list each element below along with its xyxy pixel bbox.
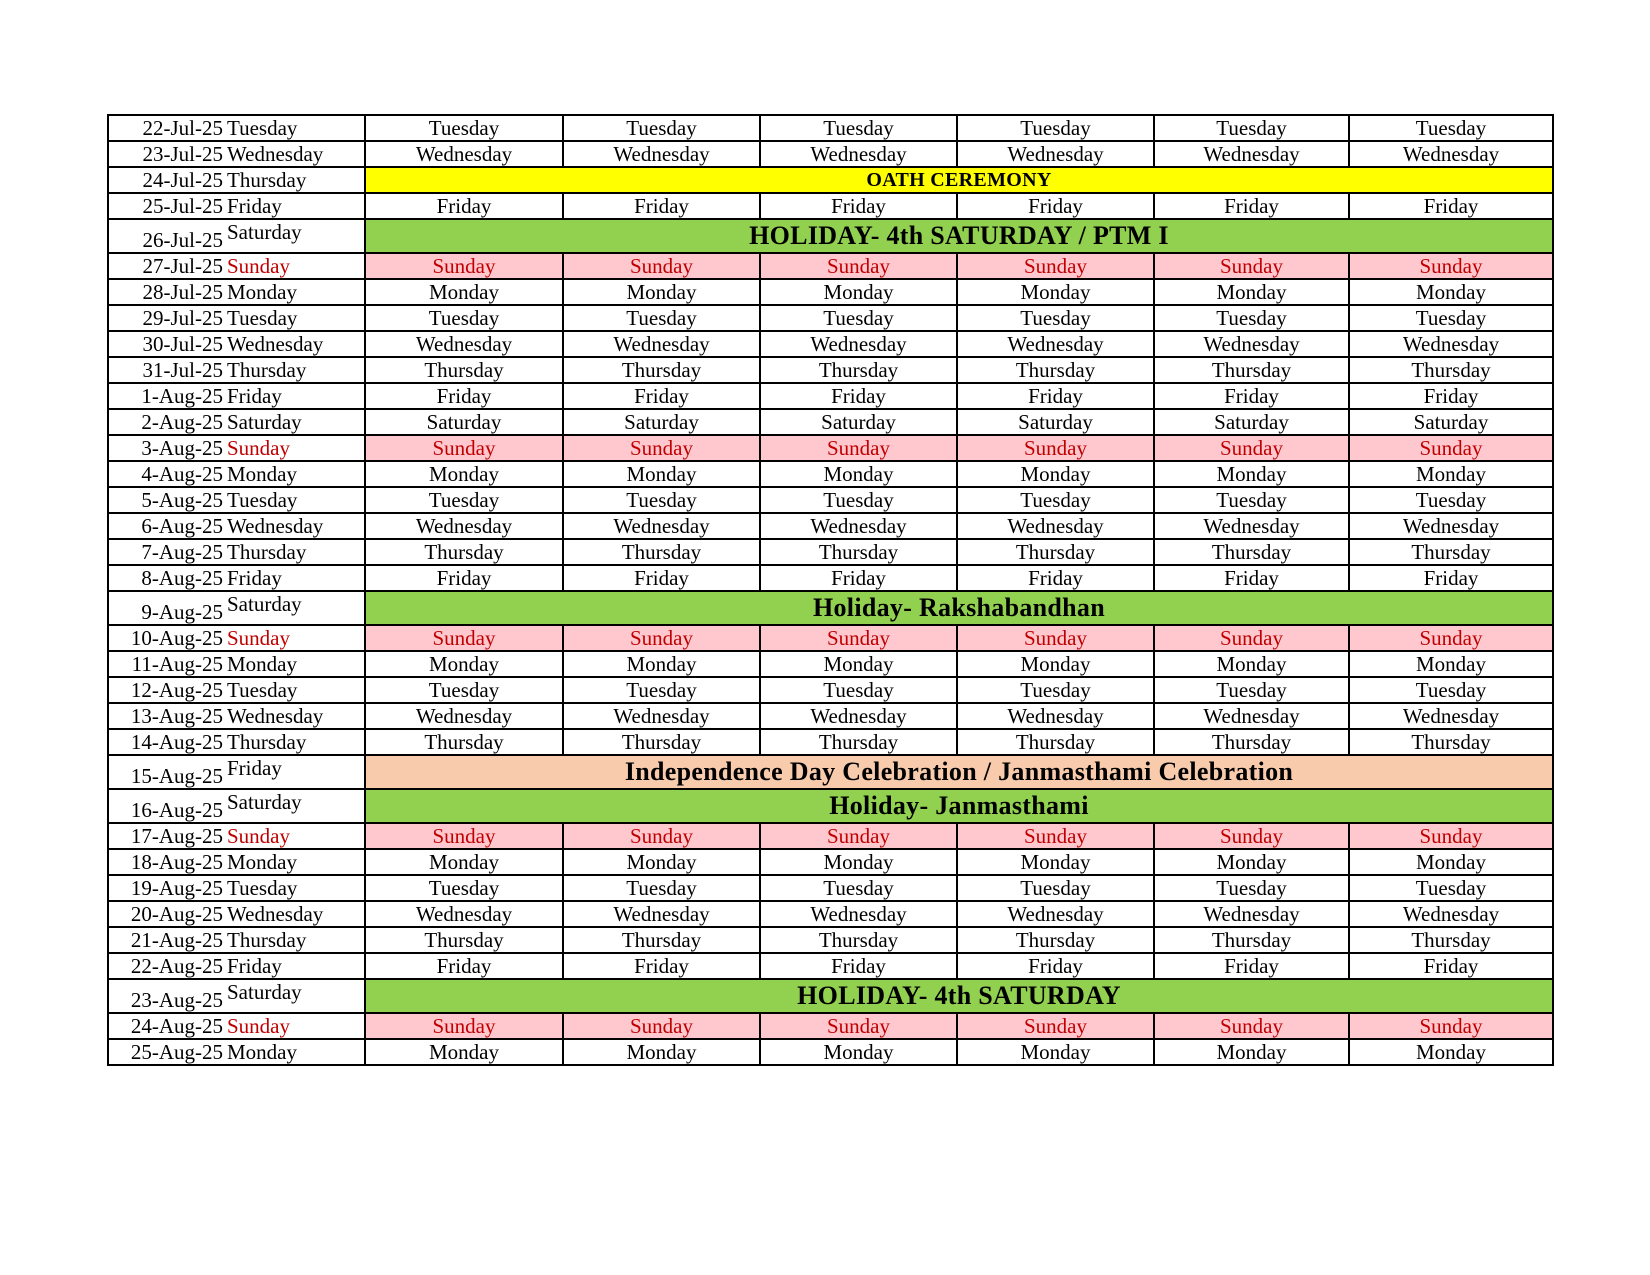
- table-row: [108, 487, 1553, 513]
- schedule-cell: Sunday: [1154, 253, 1349, 279]
- schedule-cell: Sunday: [760, 625, 957, 651]
- schedule-cell: Monday: [1349, 279, 1553, 305]
- schedule-cell: Wednesday: [957, 901, 1154, 927]
- schedule-cell: Wednesday: [365, 901, 563, 927]
- schedule-cell: Thursday: [563, 539, 760, 565]
- schedule-cell: Wednesday: [563, 703, 760, 729]
- schedule-cell: Wednesday: [1349, 703, 1553, 729]
- schedule-cell: Friday: [957, 383, 1154, 409]
- table-row: [108, 565, 1553, 591]
- weekday-cell: Friday: [225, 193, 365, 219]
- event-row: [108, 219, 1553, 253]
- schedule-cell: Sunday: [957, 253, 1154, 279]
- schedule-cell: Wednesday: [1154, 703, 1349, 729]
- schedule-cell: Wednesday: [1154, 141, 1349, 167]
- schedule-cell: Tuesday: [1349, 487, 1553, 513]
- schedule-cell: Tuesday: [563, 677, 760, 703]
- schedule-cell: Monday: [957, 461, 1154, 487]
- date-cell: 29-Jul-25: [108, 305, 225, 331]
- event-row: [108, 591, 1553, 625]
- table-row: [108, 513, 1553, 539]
- event-banner: Independence Day Celebration / Janmasthami Celebration: [365, 755, 1553, 789]
- event-row: [108, 167, 1553, 193]
- schedule-cell: Friday: [1349, 383, 1553, 409]
- date-cell: 25-Aug-25: [108, 1039, 225, 1065]
- schedule-cell: Monday: [563, 279, 760, 305]
- schedule-cell: Tuesday: [760, 115, 957, 141]
- schedule-cell: Saturday: [1154, 409, 1349, 435]
- schedule-cell: Monday: [1154, 1039, 1349, 1065]
- weekday-cell: Tuesday: [225, 677, 365, 703]
- schedule-cell: Wednesday: [760, 331, 957, 357]
- schedule-cell: Wednesday: [563, 331, 760, 357]
- weekday-cell: Friday: [225, 953, 365, 979]
- schedule-cell: Monday: [365, 849, 563, 875]
- schedule-cell: Tuesday: [957, 875, 1154, 901]
- schedule-cell: Wednesday: [1349, 331, 1553, 357]
- weekday-cell: Wednesday: [225, 331, 365, 357]
- weekday-cell: Thursday: [225, 729, 365, 755]
- schedule-cell: Tuesday: [1154, 875, 1349, 901]
- schedule-cell: Sunday: [1349, 253, 1553, 279]
- schedule-cell: Tuesday: [1154, 305, 1349, 331]
- table-row: [108, 331, 1553, 357]
- date-cell: 1-Aug-25: [108, 383, 225, 409]
- schedule-cell: Sunday: [760, 253, 957, 279]
- date-cell: 15-Aug-25: [108, 755, 225, 789]
- date-cell: 31-Jul-25: [108, 357, 225, 383]
- schedule-cell: Sunday: [365, 625, 563, 651]
- calendar-body: [108, 115, 1553, 1065]
- table-row: [108, 625, 1553, 651]
- schedule-cell: Tuesday: [760, 487, 957, 513]
- weekday-cell: Wednesday: [225, 141, 365, 167]
- weekday-cell: Thursday: [225, 167, 365, 193]
- date-cell: 17-Aug-25: [108, 823, 225, 849]
- schedule-cell: Friday: [760, 953, 957, 979]
- schedule-cell: Sunday: [1349, 1013, 1553, 1039]
- table-row: [108, 435, 1553, 461]
- schedule-cell: Wednesday: [957, 331, 1154, 357]
- schedule-cell: Saturday: [1349, 409, 1553, 435]
- weekday-cell: Monday: [225, 849, 365, 875]
- schedule-cell: Wednesday: [957, 141, 1154, 167]
- table-row: [108, 253, 1553, 279]
- event-banner: HOLIDAY- 4th SATURDAY: [365, 979, 1553, 1013]
- weekday-cell: Monday: [225, 1039, 365, 1065]
- schedule-cell: Tuesday: [365, 487, 563, 513]
- schedule-cell: Wednesday: [365, 703, 563, 729]
- weekday-cell: Friday: [225, 755, 365, 789]
- schedule-cell: Wednesday: [957, 703, 1154, 729]
- schedule-cell: Sunday: [1154, 625, 1349, 651]
- date-cell: 2-Aug-25: [108, 409, 225, 435]
- event-row: [108, 789, 1553, 823]
- weekday-cell: Sunday: [225, 253, 365, 279]
- schedule-cell: Monday: [1154, 849, 1349, 875]
- schedule-cell: Monday: [1349, 651, 1553, 677]
- table-row: [108, 729, 1553, 755]
- schedule-cell: Thursday: [563, 729, 760, 755]
- schedule-cell: Monday: [1349, 461, 1553, 487]
- table-row: [108, 875, 1553, 901]
- date-cell: 23-Aug-25: [108, 979, 225, 1013]
- weekday-cell: Friday: [225, 565, 365, 591]
- schedule-cell: Sunday: [760, 435, 957, 461]
- date-cell: 20-Aug-25: [108, 901, 225, 927]
- schedule-cell: Thursday: [365, 927, 563, 953]
- schedule-cell: Friday: [957, 193, 1154, 219]
- schedule-cell: Friday: [365, 383, 563, 409]
- date-cell: 23-Jul-25: [108, 141, 225, 167]
- schedule-cell: Friday: [957, 953, 1154, 979]
- schedule-cell: Tuesday: [365, 677, 563, 703]
- schedule-cell: Thursday: [563, 927, 760, 953]
- schedule-cell: Thursday: [365, 357, 563, 383]
- schedule-cell: Monday: [760, 1039, 957, 1065]
- date-cell: 14-Aug-25: [108, 729, 225, 755]
- schedule-cell: Tuesday: [1154, 677, 1349, 703]
- schedule-cell: Monday: [1349, 1039, 1553, 1065]
- schedule-cell: Friday: [1154, 193, 1349, 219]
- weekday-cell: Saturday: [225, 979, 365, 1013]
- schedule-cell: Friday: [1154, 383, 1349, 409]
- schedule-cell: Monday: [365, 279, 563, 305]
- schedule-cell: Sunday: [957, 823, 1154, 849]
- date-cell: 4-Aug-25: [108, 461, 225, 487]
- schedule-cell: Monday: [365, 651, 563, 677]
- date-cell: 8-Aug-25: [108, 565, 225, 591]
- schedule-cell: Friday: [365, 565, 563, 591]
- schedule-cell: Thursday: [760, 927, 957, 953]
- table-row: [108, 279, 1553, 305]
- table-row: [108, 305, 1553, 331]
- schedule-cell: Sunday: [563, 253, 760, 279]
- schedule-cell: Thursday: [760, 539, 957, 565]
- schedule-cell: Wednesday: [563, 141, 760, 167]
- schedule-cell: Thursday: [1349, 729, 1553, 755]
- table-row: [108, 1013, 1553, 1039]
- weekday-cell: Saturday: [225, 789, 365, 823]
- weekday-cell: Wednesday: [225, 901, 365, 927]
- schedule-cell: Sunday: [1154, 435, 1349, 461]
- date-cell: 28-Jul-25: [108, 279, 225, 305]
- schedule-cell: Monday: [365, 1039, 563, 1065]
- schedule-cell: Wednesday: [957, 513, 1154, 539]
- schedule-cell: Thursday: [957, 927, 1154, 953]
- schedule-cell: Sunday: [760, 823, 957, 849]
- schedule-cell: Tuesday: [1154, 487, 1349, 513]
- schedule-cell: Wednesday: [760, 513, 957, 539]
- schedule-cell: Monday: [760, 279, 957, 305]
- table-row: [108, 953, 1553, 979]
- weekday-cell: Monday: [225, 651, 365, 677]
- weekday-cell: Monday: [225, 279, 365, 305]
- schedule-cell: Thursday: [365, 539, 563, 565]
- weekday-cell: Saturday: [225, 409, 365, 435]
- schedule-cell: Sunday: [563, 1013, 760, 1039]
- schedule-cell: Saturday: [760, 409, 957, 435]
- table-row: [108, 927, 1553, 953]
- table-row: [108, 823, 1553, 849]
- table-row: [108, 677, 1553, 703]
- schedule-cell: Wednesday: [1154, 901, 1349, 927]
- weekday-cell: Tuesday: [225, 487, 365, 513]
- schedule-cell: Wednesday: [1154, 331, 1349, 357]
- event-row: [108, 755, 1553, 789]
- date-cell: 6-Aug-25: [108, 513, 225, 539]
- schedule-cell: Friday: [760, 565, 957, 591]
- weekday-cell: Thursday: [225, 539, 365, 565]
- schedule-cell: Monday: [957, 849, 1154, 875]
- schedule-cell: Monday: [760, 461, 957, 487]
- event-banner: HOLIDAY- 4th SATURDAY / PTM I: [365, 219, 1553, 253]
- date-cell: 24-Jul-25: [108, 167, 225, 193]
- schedule-cell: Sunday: [365, 1013, 563, 1039]
- weekday-cell: Sunday: [225, 823, 365, 849]
- schedule-cell: Thursday: [563, 357, 760, 383]
- table-row: [108, 901, 1553, 927]
- schedule-cell: Friday: [365, 193, 563, 219]
- weekday-cell: Tuesday: [225, 115, 365, 141]
- schedule-cell: Sunday: [957, 435, 1154, 461]
- schedule-cell: Sunday: [1349, 435, 1553, 461]
- schedule-cell: Sunday: [1349, 823, 1553, 849]
- date-cell: 7-Aug-25: [108, 539, 225, 565]
- weekday-cell: Sunday: [225, 435, 365, 461]
- date-cell: 12-Aug-25: [108, 677, 225, 703]
- schedule-cell: Tuesday: [1349, 875, 1553, 901]
- schedule-cell: Tuesday: [957, 677, 1154, 703]
- schedule-cell: Sunday: [563, 435, 760, 461]
- schedule-cell: Friday: [1349, 193, 1553, 219]
- schedule-cell: Wednesday: [1349, 901, 1553, 927]
- schedule-cell: Tuesday: [563, 875, 760, 901]
- calendar-table: [107, 114, 1554, 1066]
- date-cell: 9-Aug-25: [108, 591, 225, 625]
- schedule-cell: Thursday: [1349, 357, 1553, 383]
- schedule-cell: Tuesday: [563, 115, 760, 141]
- schedule-cell: Monday: [1349, 849, 1553, 875]
- schedule-cell: Thursday: [760, 729, 957, 755]
- schedule-cell: Sunday: [760, 1013, 957, 1039]
- schedule-cell: Monday: [957, 651, 1154, 677]
- weekday-cell: Saturday: [225, 591, 365, 625]
- date-cell: 24-Aug-25: [108, 1013, 225, 1039]
- schedule-cell: Sunday: [563, 823, 760, 849]
- schedule-cell: Monday: [563, 651, 760, 677]
- schedule-cell: Thursday: [957, 357, 1154, 383]
- schedule-cell: Thursday: [957, 539, 1154, 565]
- table-row: [108, 141, 1553, 167]
- date-cell: 22-Jul-25: [108, 115, 225, 141]
- schedule-cell: Saturday: [365, 409, 563, 435]
- schedule-cell: Sunday: [365, 435, 563, 461]
- schedule-cell: Monday: [563, 1039, 760, 1065]
- schedule-cell: Friday: [563, 193, 760, 219]
- date-cell: 19-Aug-25: [108, 875, 225, 901]
- schedule-cell: Tuesday: [365, 115, 563, 141]
- schedule-cell: Friday: [1154, 565, 1349, 591]
- date-cell: 26-Jul-25: [108, 219, 225, 253]
- schedule-cell: Monday: [957, 1039, 1154, 1065]
- schedule-cell: Friday: [957, 565, 1154, 591]
- schedule-cell: Thursday: [1154, 357, 1349, 383]
- event-banner: Holiday- Rakshabandhan: [365, 591, 1553, 625]
- schedule-cell: Wednesday: [563, 513, 760, 539]
- schedule-cell: Wednesday: [760, 703, 957, 729]
- schedule-cell: Sunday: [563, 625, 760, 651]
- date-cell: 5-Aug-25: [108, 487, 225, 513]
- table-row: [108, 193, 1553, 219]
- schedule-cell: Friday: [1349, 953, 1553, 979]
- schedule-cell: Tuesday: [957, 487, 1154, 513]
- schedule-cell: Monday: [563, 461, 760, 487]
- table-row: [108, 1039, 1553, 1065]
- schedule-cell: Tuesday: [957, 115, 1154, 141]
- schedule-cell: Wednesday: [1349, 513, 1553, 539]
- date-cell: 3-Aug-25: [108, 435, 225, 461]
- table-row: [108, 849, 1553, 875]
- schedule-cell: Sunday: [957, 1013, 1154, 1039]
- date-cell: 25-Jul-25: [108, 193, 225, 219]
- schedule-cell: Monday: [760, 651, 957, 677]
- schedule-cell: Sunday: [1154, 1013, 1349, 1039]
- schedule-cell: Tuesday: [1349, 305, 1553, 331]
- schedule-cell: Tuesday: [760, 677, 957, 703]
- schedule-cell: Friday: [365, 953, 563, 979]
- schedule-cell: Sunday: [1349, 625, 1553, 651]
- schedule-cell: Friday: [760, 383, 957, 409]
- schedule-cell: Wednesday: [760, 901, 957, 927]
- event-banner: Holiday- Janmasthami: [365, 789, 1553, 823]
- schedule-cell: Tuesday: [365, 875, 563, 901]
- schedule-cell: Friday: [563, 565, 760, 591]
- schedule-cell: Tuesday: [563, 305, 760, 331]
- schedule-cell: Wednesday: [365, 513, 563, 539]
- weekday-cell: Tuesday: [225, 305, 365, 331]
- table-row: [108, 115, 1553, 141]
- event-row: [108, 979, 1553, 1013]
- weekday-cell: Saturday: [225, 219, 365, 253]
- schedule-cell: Monday: [365, 461, 563, 487]
- weekday-cell: Sunday: [225, 1013, 365, 1039]
- schedule-cell: Tuesday: [760, 875, 957, 901]
- schedule-cell: Monday: [563, 849, 760, 875]
- table-row: [108, 409, 1553, 435]
- schedule-cell: Wednesday: [1154, 513, 1349, 539]
- schedule-cell: Friday: [563, 953, 760, 979]
- schedule-cell: Thursday: [1349, 539, 1553, 565]
- weekday-cell: Sunday: [225, 625, 365, 651]
- weekday-cell: Monday: [225, 461, 365, 487]
- schedule-cell: Friday: [760, 193, 957, 219]
- schedule-cell: Tuesday: [1154, 115, 1349, 141]
- schedule-cell: Tuesday: [760, 305, 957, 331]
- schedule-cell: Saturday: [957, 409, 1154, 435]
- schedule-cell: Sunday: [365, 253, 563, 279]
- table-row: [108, 383, 1553, 409]
- date-cell: 16-Aug-25: [108, 789, 225, 823]
- schedule-cell: Thursday: [957, 729, 1154, 755]
- schedule-cell: Tuesday: [957, 305, 1154, 331]
- schedule-cell: Sunday: [1154, 823, 1349, 849]
- schedule-cell: Wednesday: [365, 331, 563, 357]
- date-cell: 10-Aug-25: [108, 625, 225, 651]
- date-cell: 27-Jul-25: [108, 253, 225, 279]
- schedule-cell: Monday: [957, 279, 1154, 305]
- schedule-cell: Thursday: [1154, 927, 1349, 953]
- date-cell: 22-Aug-25: [108, 953, 225, 979]
- schedule-cell: Thursday: [1154, 539, 1349, 565]
- schedule-cell: Thursday: [1349, 927, 1553, 953]
- table-row: [108, 461, 1553, 487]
- schedule-cell: Friday: [1154, 953, 1349, 979]
- weekday-cell: Wednesday: [225, 513, 365, 539]
- schedule-cell: Wednesday: [563, 901, 760, 927]
- weekday-cell: Wednesday: [225, 703, 365, 729]
- date-cell: 11-Aug-25: [108, 651, 225, 677]
- weekday-cell: Thursday: [225, 927, 365, 953]
- schedule-cell: Thursday: [760, 357, 957, 383]
- date-cell: 13-Aug-25: [108, 703, 225, 729]
- date-cell: 21-Aug-25: [108, 927, 225, 953]
- schedule-cell: Thursday: [365, 729, 563, 755]
- event-banner: OATH CEREMONY: [365, 167, 1553, 193]
- weekday-cell: Tuesday: [225, 875, 365, 901]
- table-row: [108, 539, 1553, 565]
- weekday-cell: Thursday: [225, 357, 365, 383]
- schedule-cell: Wednesday: [760, 141, 957, 167]
- schedule-cell: Tuesday: [1349, 677, 1553, 703]
- schedule-cell: Sunday: [365, 823, 563, 849]
- schedule-cell: Tuesday: [365, 305, 563, 331]
- weekday-cell: Friday: [225, 383, 365, 409]
- schedule-cell: Monday: [1154, 279, 1349, 305]
- schedule-cell: Monday: [1154, 651, 1349, 677]
- table-row: [108, 357, 1553, 383]
- schedule-cell: Sunday: [957, 625, 1154, 651]
- schedule-cell: Friday: [1349, 565, 1553, 591]
- schedule-cell: Friday: [563, 383, 760, 409]
- table-row: [108, 651, 1553, 677]
- date-cell: 18-Aug-25: [108, 849, 225, 875]
- schedule-cell: Wednesday: [365, 141, 563, 167]
- schedule-cell: Thursday: [1154, 729, 1349, 755]
- schedule-cell: Saturday: [563, 409, 760, 435]
- schedule-cell: Tuesday: [1349, 115, 1553, 141]
- schedule-cell: Monday: [1154, 461, 1349, 487]
- schedule-cell: Wednesday: [1349, 141, 1553, 167]
- schedule-cell: Tuesday: [563, 487, 760, 513]
- schedule-cell: Monday: [760, 849, 957, 875]
- table-row: [108, 703, 1553, 729]
- date-cell: 30-Jul-25: [108, 331, 225, 357]
